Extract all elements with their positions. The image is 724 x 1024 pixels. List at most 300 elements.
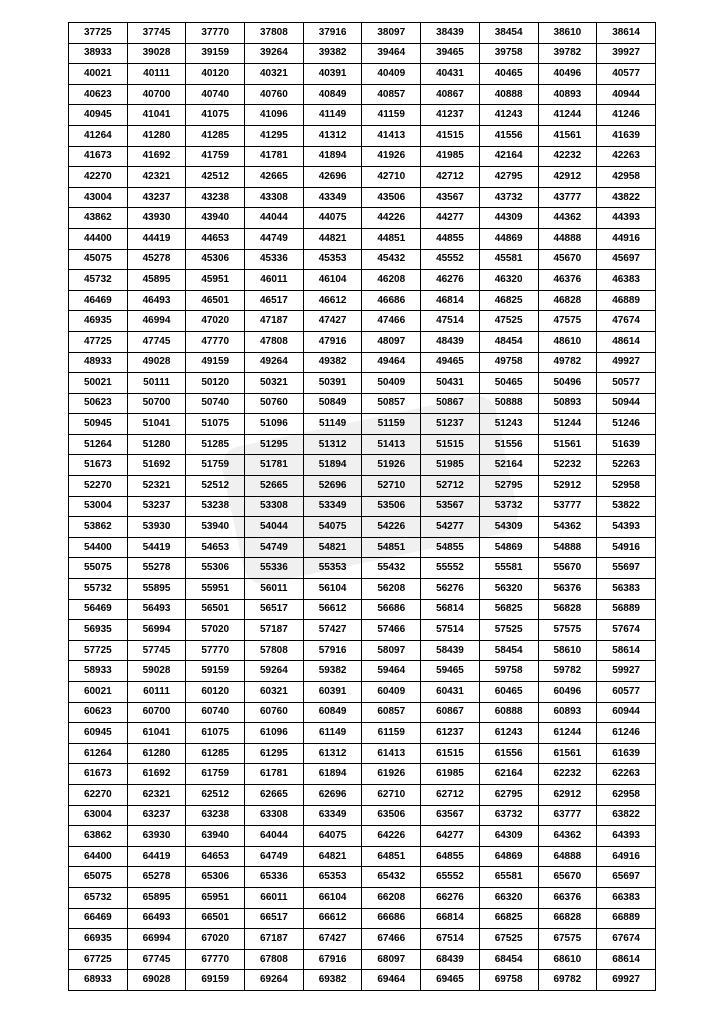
table-cell: 51561 bbox=[538, 434, 597, 455]
table-cell: 41243 bbox=[479, 105, 538, 126]
table-cell: 56517 bbox=[245, 599, 304, 620]
table-cell: 51159 bbox=[362, 414, 421, 435]
table-cell: 43940 bbox=[186, 208, 245, 229]
table-cell: 46935 bbox=[69, 311, 128, 332]
table-cell: 58933 bbox=[69, 661, 128, 682]
table-cell: 44855 bbox=[421, 228, 480, 249]
table-cell: 41639 bbox=[597, 125, 656, 146]
table-cell: 63567 bbox=[421, 805, 480, 826]
table-row bbox=[69, 764, 656, 785]
table-cell: 41413 bbox=[362, 125, 421, 146]
table-cell: 66825 bbox=[479, 908, 538, 929]
table-cell: 60577 bbox=[597, 682, 656, 703]
table-cell: 65306 bbox=[186, 867, 245, 888]
table-cell: 49159 bbox=[186, 352, 245, 373]
table-cell: 45697 bbox=[597, 249, 656, 270]
table-cell: 60431 bbox=[421, 682, 480, 703]
table-cell: 66320 bbox=[479, 887, 538, 908]
table-cell: 69028 bbox=[127, 970, 186, 991]
table-cell: 47020 bbox=[186, 311, 245, 332]
table-cell: 66383 bbox=[597, 887, 656, 908]
table-cell: 65552 bbox=[421, 867, 480, 888]
table-cell: 60496 bbox=[538, 682, 597, 703]
table-cell: 63862 bbox=[69, 826, 128, 847]
table-cell: 55336 bbox=[245, 558, 304, 579]
table-cell: 64869 bbox=[479, 846, 538, 867]
table-cell: 42958 bbox=[597, 167, 656, 188]
table-cell: 64916 bbox=[597, 846, 656, 867]
table-cell: 66376 bbox=[538, 887, 597, 908]
table-row bbox=[69, 125, 656, 146]
table-cell: 50700 bbox=[127, 393, 186, 414]
table-cell: 56994 bbox=[127, 620, 186, 641]
table-cell: 45353 bbox=[303, 249, 362, 270]
table-cell: 64821 bbox=[303, 846, 362, 867]
table-cell: 40623 bbox=[69, 84, 128, 105]
table-cell: 56469 bbox=[69, 599, 128, 620]
table-cell: 41926 bbox=[362, 146, 421, 167]
table-cell: 44888 bbox=[538, 228, 597, 249]
table-cell: 42912 bbox=[538, 167, 597, 188]
table-cell: 51759 bbox=[186, 455, 245, 476]
table-cell: 50893 bbox=[538, 393, 597, 414]
table-cell: 47725 bbox=[69, 331, 128, 352]
table-cell: 62665 bbox=[245, 784, 304, 805]
table-cell: 40740 bbox=[186, 84, 245, 105]
table-cell: 47916 bbox=[303, 331, 362, 352]
table-cell: 55278 bbox=[127, 558, 186, 579]
table-cell: 60021 bbox=[69, 682, 128, 703]
table-row bbox=[69, 455, 656, 476]
table-cell: 48439 bbox=[421, 331, 480, 352]
table-cell: 67525 bbox=[479, 929, 538, 950]
table-cell: 49028 bbox=[127, 352, 186, 373]
table-cell: 60867 bbox=[421, 702, 480, 723]
table-row bbox=[69, 228, 656, 249]
table-row bbox=[69, 826, 656, 847]
table-cell: 59159 bbox=[186, 661, 245, 682]
table-cell: 54888 bbox=[538, 537, 597, 558]
table-cell: 45895 bbox=[127, 270, 186, 291]
table-cell: 43308 bbox=[245, 187, 304, 208]
table-cell: 56935 bbox=[69, 620, 128, 641]
table-cell: 40700 bbox=[127, 84, 186, 105]
table-cell: 53004 bbox=[69, 496, 128, 517]
table-cell: 41159 bbox=[362, 105, 421, 126]
table-row bbox=[69, 517, 656, 538]
table-cell: 46828 bbox=[538, 290, 597, 311]
table-cell: 40409 bbox=[362, 64, 421, 85]
table-cell: 67745 bbox=[127, 949, 186, 970]
table-cell: 64749 bbox=[245, 846, 304, 867]
table-row bbox=[69, 558, 656, 579]
table-row bbox=[69, 784, 656, 805]
table-cell: 61673 bbox=[69, 764, 128, 785]
table-cell: 60944 bbox=[597, 702, 656, 723]
table-cell: 57575 bbox=[538, 620, 597, 641]
table-cell: 51295 bbox=[245, 434, 304, 455]
table-cell: 60760 bbox=[245, 702, 304, 723]
table-cell: 69159 bbox=[186, 970, 245, 991]
table-row bbox=[69, 496, 656, 517]
table-cell: 62696 bbox=[303, 784, 362, 805]
table-cell: 54749 bbox=[245, 537, 304, 558]
table-row bbox=[69, 887, 656, 908]
table-cell: 64419 bbox=[127, 846, 186, 867]
table-cell: 43238 bbox=[186, 187, 245, 208]
table-cell: 61926 bbox=[362, 764, 421, 785]
table-cell: 51244 bbox=[538, 414, 597, 435]
table-cell: 50431 bbox=[421, 373, 480, 394]
table-cell: 41041 bbox=[127, 105, 186, 126]
table-cell: 38933 bbox=[69, 43, 128, 64]
table-cell: 68614 bbox=[597, 949, 656, 970]
table-cell: 63237 bbox=[127, 805, 186, 826]
table-cell: 46889 bbox=[597, 290, 656, 311]
table-cell: 50409 bbox=[362, 373, 421, 394]
table-cell: 53862 bbox=[69, 517, 128, 538]
table-cell: 38439 bbox=[421, 23, 480, 44]
table-cell: 61515 bbox=[421, 743, 480, 764]
table-cell: 51413 bbox=[362, 434, 421, 455]
table-cell: 66517 bbox=[245, 908, 304, 929]
table-cell: 46612 bbox=[303, 290, 362, 311]
table-cell: 40321 bbox=[245, 64, 304, 85]
table-row bbox=[69, 249, 656, 270]
table-cell: 49464 bbox=[362, 352, 421, 373]
table-cell: 39159 bbox=[186, 43, 245, 64]
table-cell: 56686 bbox=[362, 599, 421, 620]
table-cell: 37770 bbox=[186, 23, 245, 44]
table-cell: 51096 bbox=[245, 414, 304, 435]
table-row bbox=[69, 723, 656, 744]
table-cell: 61244 bbox=[538, 723, 597, 744]
table-cell: 39028 bbox=[127, 43, 186, 64]
table-cell: 59927 bbox=[597, 661, 656, 682]
table-cell: 51692 bbox=[127, 455, 186, 476]
table-cell: 41515 bbox=[421, 125, 480, 146]
table-cell: 50849 bbox=[303, 393, 362, 414]
table-cell: 50867 bbox=[421, 393, 480, 414]
table-cell: 45306 bbox=[186, 249, 245, 270]
table-cell: 53238 bbox=[186, 496, 245, 517]
table-cell: 65353 bbox=[303, 867, 362, 888]
table-cell: 44075 bbox=[303, 208, 362, 229]
table-cell: 60120 bbox=[186, 682, 245, 703]
table-cell: 46011 bbox=[245, 270, 304, 291]
table-cell: 47770 bbox=[186, 331, 245, 352]
table-cell: 58097 bbox=[362, 640, 421, 661]
table-cell: 68097 bbox=[362, 949, 421, 970]
table-cell: 41285 bbox=[186, 125, 245, 146]
table-cell: 66814 bbox=[421, 908, 480, 929]
table-cell: 41237 bbox=[421, 105, 480, 126]
table-cell: 44393 bbox=[597, 208, 656, 229]
table-cell: 38097 bbox=[362, 23, 421, 44]
table-cell: 66994 bbox=[127, 929, 186, 950]
table-row bbox=[69, 290, 656, 311]
table-cell: 60409 bbox=[362, 682, 421, 703]
table-cell: 49382 bbox=[303, 352, 362, 373]
table-cell: 53349 bbox=[303, 496, 362, 517]
table-cell: 41075 bbox=[186, 105, 245, 126]
table-cell: 66469 bbox=[69, 908, 128, 929]
table-cell: 43506 bbox=[362, 187, 421, 208]
table-row bbox=[69, 908, 656, 929]
table-cell: 61041 bbox=[127, 723, 186, 744]
table-cell: 69758 bbox=[479, 970, 538, 991]
table-cell: 61985 bbox=[421, 764, 480, 785]
table-cell: 39758 bbox=[479, 43, 538, 64]
table-cell: 61639 bbox=[597, 743, 656, 764]
table-cell: 53567 bbox=[421, 496, 480, 517]
table-cell: 68454 bbox=[479, 949, 538, 970]
table-cell: 42710 bbox=[362, 167, 421, 188]
table-cell: 40465 bbox=[479, 64, 538, 85]
table-cell: 51285 bbox=[186, 434, 245, 455]
table-cell: 41295 bbox=[245, 125, 304, 146]
table-cell: 40111 bbox=[127, 64, 186, 85]
table-cell: 68439 bbox=[421, 949, 480, 970]
table-cell: 54851 bbox=[362, 537, 421, 558]
table-cell: 61295 bbox=[245, 743, 304, 764]
table-cell: 66889 bbox=[597, 908, 656, 929]
table-cell: 63349 bbox=[303, 805, 362, 826]
table-cell: 46517 bbox=[245, 290, 304, 311]
table-cell: 46276 bbox=[421, 270, 480, 291]
table-cell: 64044 bbox=[245, 826, 304, 847]
table-cell: 54309 bbox=[479, 517, 538, 538]
table-cell: 41894 bbox=[303, 146, 362, 167]
table-cell: 53506 bbox=[362, 496, 421, 517]
table-cell: 46320 bbox=[479, 270, 538, 291]
table-cell: 59782 bbox=[538, 661, 597, 682]
table-cell: 54075 bbox=[303, 517, 362, 538]
table-cell: 42232 bbox=[538, 146, 597, 167]
table-cell: 67575 bbox=[538, 929, 597, 950]
table-cell: 66935 bbox=[69, 929, 128, 950]
table-cell: 45336 bbox=[245, 249, 304, 270]
table-cell: 57020 bbox=[186, 620, 245, 641]
table-cell: 47525 bbox=[479, 311, 538, 332]
table-cell: 62710 bbox=[362, 784, 421, 805]
table-cell: 43349 bbox=[303, 187, 362, 208]
table-cell: 54044 bbox=[245, 517, 304, 538]
table-cell: 45075 bbox=[69, 249, 128, 270]
table-cell: 42665 bbox=[245, 167, 304, 188]
table-cell: 50760 bbox=[245, 393, 304, 414]
table-cell: 61159 bbox=[362, 723, 421, 744]
table-cell: 45432 bbox=[362, 249, 421, 270]
table-cell: 61413 bbox=[362, 743, 421, 764]
table-cell: 51149 bbox=[303, 414, 362, 435]
table-cell: 50623 bbox=[69, 393, 128, 414]
table-cell: 42712 bbox=[421, 167, 480, 188]
table-cell: 57674 bbox=[597, 620, 656, 641]
table-cell: 45951 bbox=[186, 270, 245, 291]
table-cell: 41673 bbox=[69, 146, 128, 167]
table-row bbox=[69, 414, 656, 435]
table-cell: 55306 bbox=[186, 558, 245, 579]
table-cell: 69464 bbox=[362, 970, 421, 991]
table-cell: 55075 bbox=[69, 558, 128, 579]
table-cell: 61096 bbox=[245, 723, 304, 744]
table-cell: 41692 bbox=[127, 146, 186, 167]
table-cell: 54855 bbox=[421, 537, 480, 558]
table-cell: 57525 bbox=[479, 620, 538, 641]
table-cell: 58614 bbox=[597, 640, 656, 661]
table-cell: 67427 bbox=[303, 929, 362, 950]
table-cell: 64075 bbox=[303, 826, 362, 847]
table-row bbox=[69, 702, 656, 723]
table-cell: 66276 bbox=[421, 887, 480, 908]
table-cell: 54393 bbox=[597, 517, 656, 538]
table-cell: 66828 bbox=[538, 908, 597, 929]
table-cell: 47674 bbox=[597, 311, 656, 332]
table-cell: 66612 bbox=[303, 908, 362, 929]
table-cell: 52263 bbox=[597, 455, 656, 476]
table-cell: 40021 bbox=[69, 64, 128, 85]
table-cell: 61243 bbox=[479, 723, 538, 744]
table-cell: 53237 bbox=[127, 496, 186, 517]
table-cell: 44400 bbox=[69, 228, 128, 249]
table-cell: 67187 bbox=[245, 929, 304, 950]
table-cell: 42321 bbox=[127, 167, 186, 188]
table-cell: 43862 bbox=[69, 208, 128, 229]
table-cell: 64226 bbox=[362, 826, 421, 847]
table-cell: 67916 bbox=[303, 949, 362, 970]
table-cell: 61759 bbox=[186, 764, 245, 785]
table-row bbox=[69, 208, 656, 229]
table-cell: 37808 bbox=[245, 23, 304, 44]
table-cell: 44851 bbox=[362, 228, 421, 249]
table-cell: 64888 bbox=[538, 846, 597, 867]
table-cell: 57770 bbox=[186, 640, 245, 661]
table-cell: 52912 bbox=[538, 476, 597, 497]
table-cell: 40945 bbox=[69, 105, 128, 126]
table-cell: 51246 bbox=[597, 414, 656, 435]
table-cell: 64855 bbox=[421, 846, 480, 867]
table-cell: 51556 bbox=[479, 434, 538, 455]
table-cell: 61246 bbox=[597, 723, 656, 744]
table-cell: 60623 bbox=[69, 702, 128, 723]
table-cell: 50111 bbox=[127, 373, 186, 394]
table-cell: 41149 bbox=[303, 105, 362, 126]
table-row bbox=[69, 311, 656, 332]
table-cell: 55552 bbox=[421, 558, 480, 579]
table-cell: 62270 bbox=[69, 784, 128, 805]
table-row bbox=[69, 867, 656, 888]
table-cell: 50021 bbox=[69, 373, 128, 394]
table-row bbox=[69, 352, 656, 373]
table-cell: 56011 bbox=[245, 579, 304, 600]
table-cell: 63940 bbox=[186, 826, 245, 847]
table-cell: 64277 bbox=[421, 826, 480, 847]
table-cell: 40893 bbox=[538, 84, 597, 105]
table-cell: 44277 bbox=[421, 208, 480, 229]
table-cell: 69465 bbox=[421, 970, 480, 991]
table-cell: 41985 bbox=[421, 146, 480, 167]
table-cell: 40760 bbox=[245, 84, 304, 105]
table-cell: 41264 bbox=[69, 125, 128, 146]
table-cell: 60700 bbox=[127, 702, 186, 723]
table-cell: 57514 bbox=[421, 620, 480, 641]
table-cell: 63308 bbox=[245, 805, 304, 826]
table-cell: 61561 bbox=[538, 743, 597, 764]
table-cell: 65732 bbox=[69, 887, 128, 908]
table-cell: 51041 bbox=[127, 414, 186, 435]
table-cell: 65432 bbox=[362, 867, 421, 888]
table-cell: 62512 bbox=[186, 784, 245, 805]
table-cell: 59758 bbox=[479, 661, 538, 682]
table-cell: 56501 bbox=[186, 599, 245, 620]
table-cell: 56383 bbox=[597, 579, 656, 600]
table-cell: 44916 bbox=[597, 228, 656, 249]
table-row bbox=[69, 661, 656, 682]
table-cell: 66686 bbox=[362, 908, 421, 929]
table-cell: 39465 bbox=[421, 43, 480, 64]
table-cell: 59465 bbox=[421, 661, 480, 682]
table-cell: 63777 bbox=[538, 805, 597, 826]
table-cell: 37745 bbox=[127, 23, 186, 44]
table-cell: 52712 bbox=[421, 476, 480, 497]
table-cell: 62712 bbox=[421, 784, 480, 805]
table-cell: 67466 bbox=[362, 929, 421, 950]
table-cell: 37725 bbox=[69, 23, 128, 44]
table-cell: 45670 bbox=[538, 249, 597, 270]
table-cell: 50857 bbox=[362, 393, 421, 414]
table-cell: 39464 bbox=[362, 43, 421, 64]
table-row bbox=[69, 167, 656, 188]
table-cell: 44044 bbox=[245, 208, 304, 229]
table-cell: 64309 bbox=[479, 826, 538, 847]
table-cell: 47808 bbox=[245, 331, 304, 352]
table-row bbox=[69, 434, 656, 455]
table-cell: 47745 bbox=[127, 331, 186, 352]
table-cell: 41759 bbox=[186, 146, 245, 167]
table-cell: 38610 bbox=[538, 23, 597, 44]
table-row bbox=[69, 331, 656, 352]
table-cell: 38614 bbox=[597, 23, 656, 44]
table-cell: 52795 bbox=[479, 476, 538, 497]
table-row bbox=[69, 23, 656, 44]
table-cell: 62321 bbox=[127, 784, 186, 805]
table-cell: 65697 bbox=[597, 867, 656, 888]
table-cell: 62795 bbox=[479, 784, 538, 805]
table-cell: 57187 bbox=[245, 620, 304, 641]
table-cell: 51280 bbox=[127, 434, 186, 455]
table-cell: 63732 bbox=[479, 805, 538, 826]
table-cell: 56493 bbox=[127, 599, 186, 620]
table-cell: 44309 bbox=[479, 208, 538, 229]
table-cell: 50740 bbox=[186, 393, 245, 414]
table-cell: 40496 bbox=[538, 64, 597, 85]
table-cell: 51312 bbox=[303, 434, 362, 455]
table-cell: 46208 bbox=[362, 270, 421, 291]
table-cell: 46104 bbox=[303, 270, 362, 291]
table-cell: 55895 bbox=[127, 579, 186, 600]
table-cell: 49927 bbox=[597, 352, 656, 373]
table-cell: 51673 bbox=[69, 455, 128, 476]
table-cell: 59464 bbox=[362, 661, 421, 682]
table-cell: 58454 bbox=[479, 640, 538, 661]
table-cell: 56276 bbox=[421, 579, 480, 600]
table-row bbox=[69, 579, 656, 600]
table-row bbox=[69, 599, 656, 620]
table-cell: 60849 bbox=[303, 702, 362, 723]
table-cell: 66208 bbox=[362, 887, 421, 908]
table-cell: 42164 bbox=[479, 146, 538, 167]
